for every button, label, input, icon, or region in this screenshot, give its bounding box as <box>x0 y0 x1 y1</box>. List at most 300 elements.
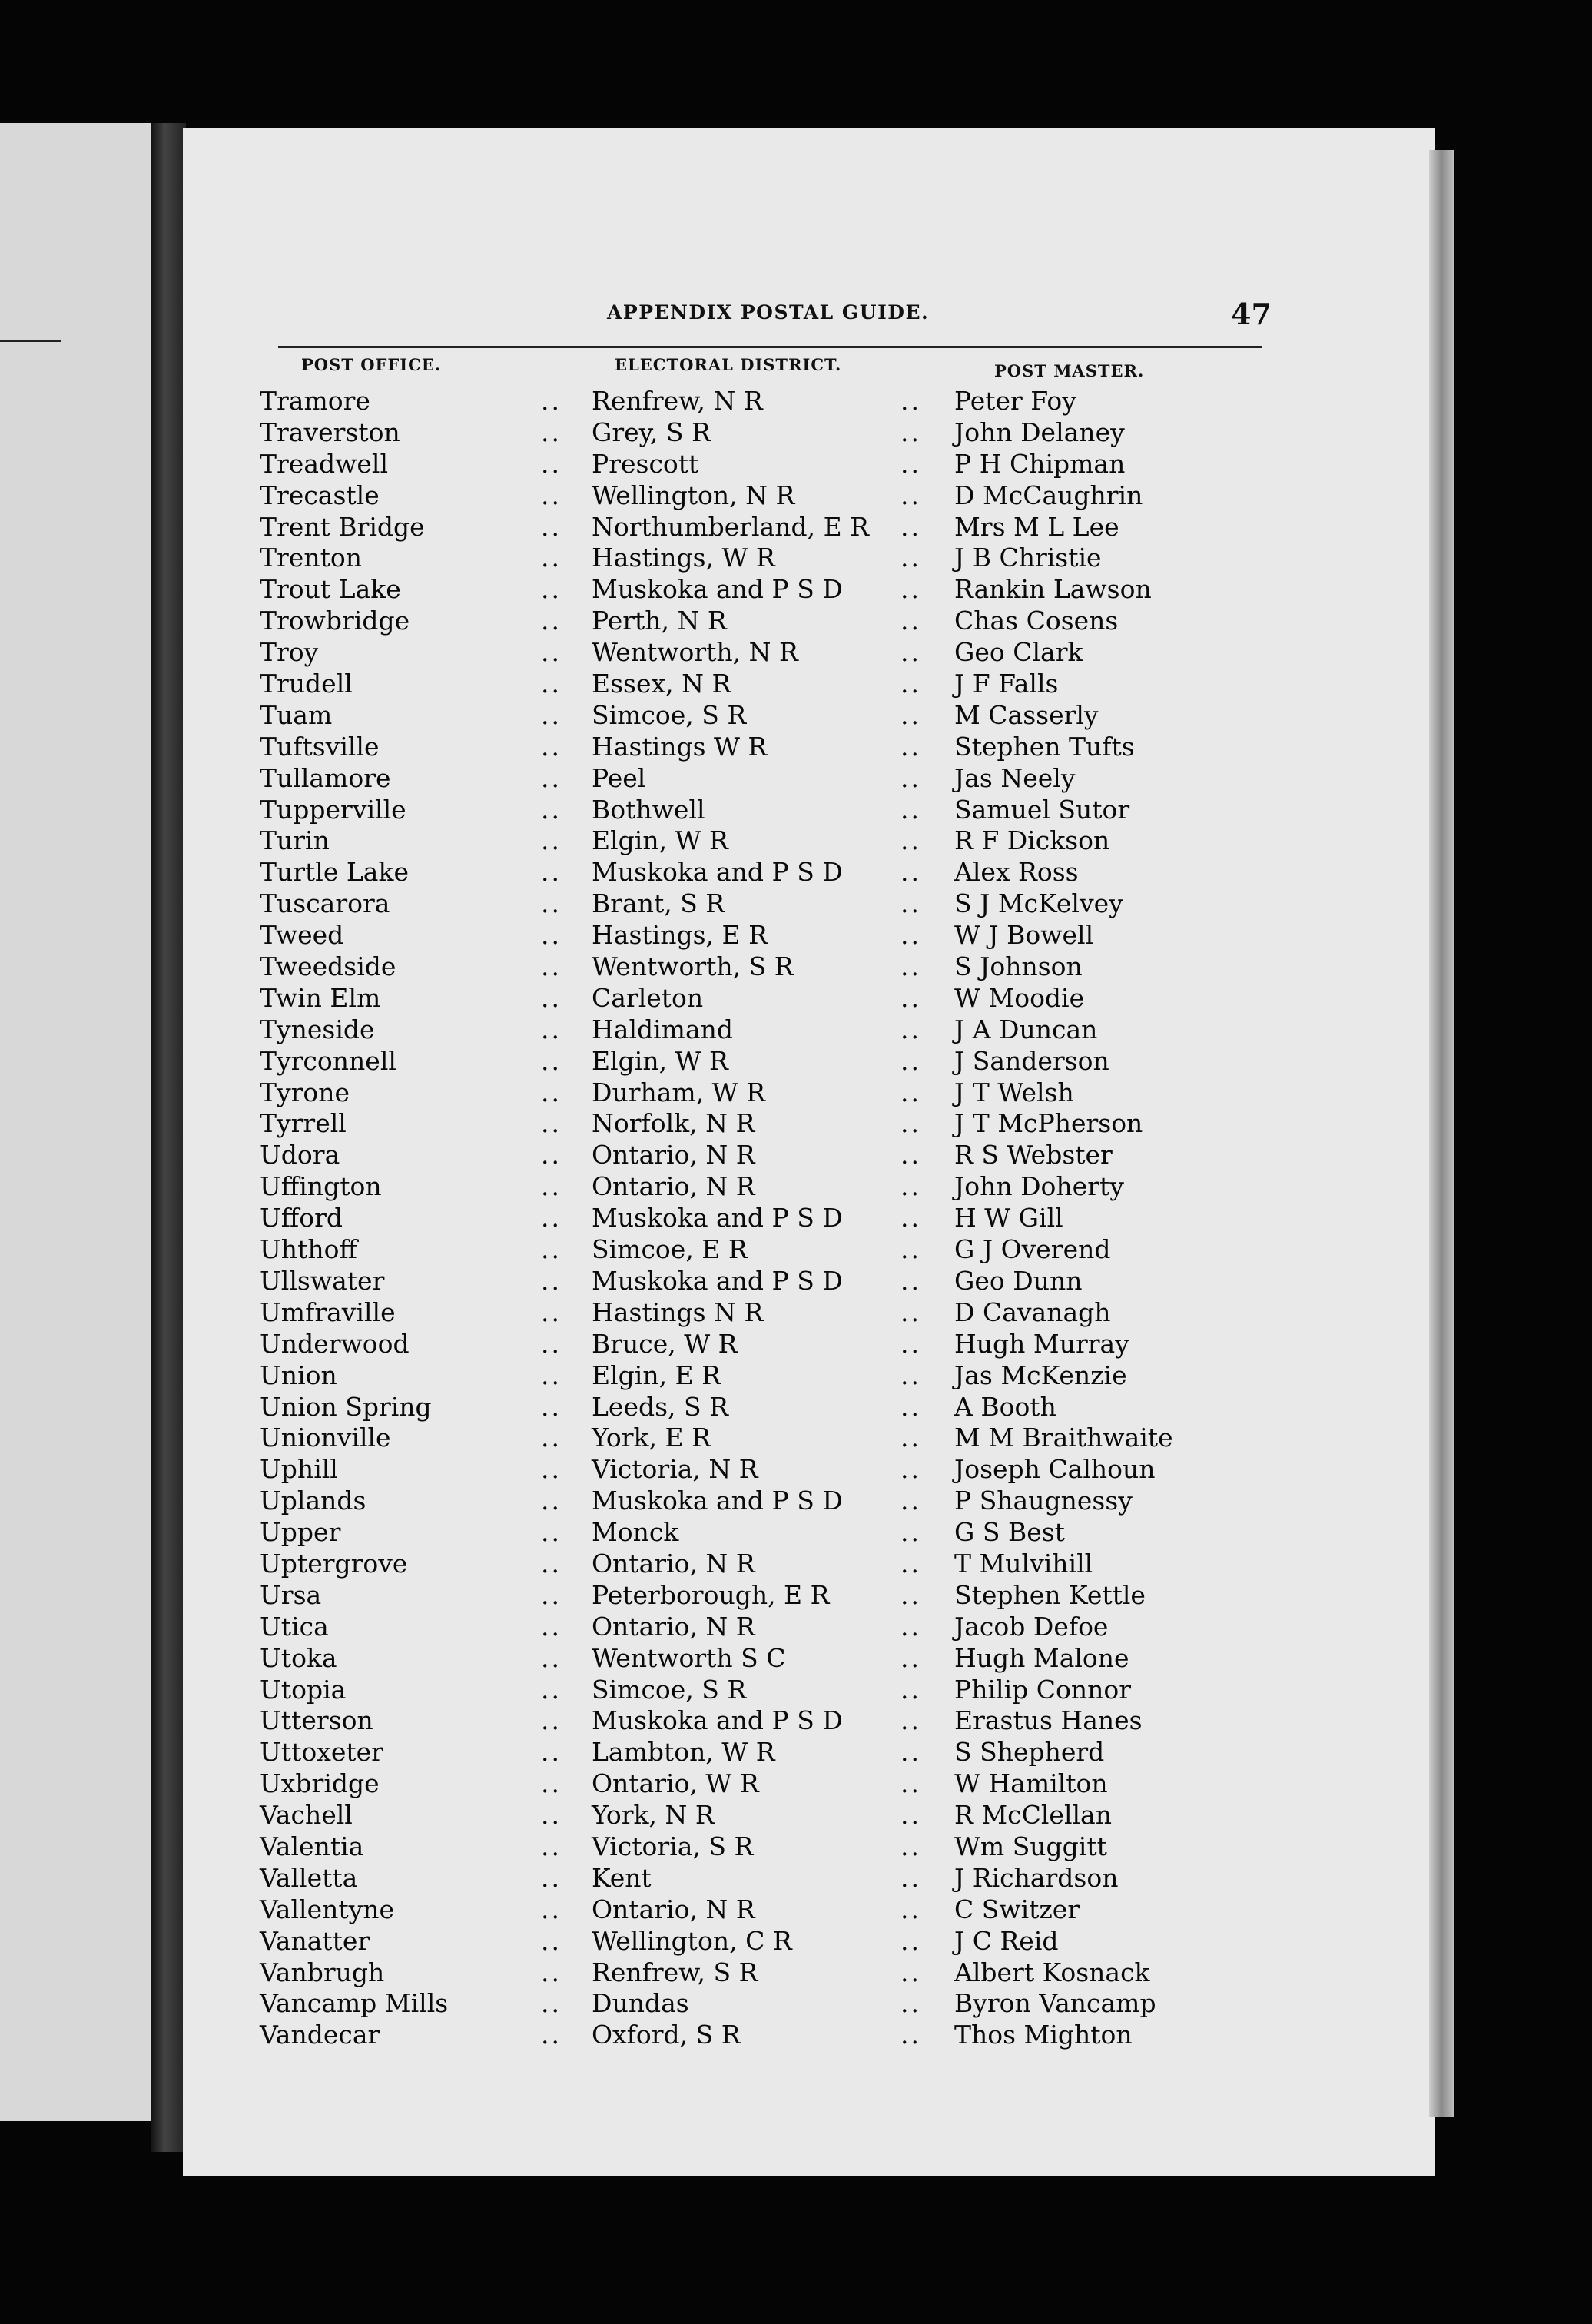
post-master-name: H W Gill <box>954 1203 1063 1233</box>
leader-dots: .. <box>900 794 921 825</box>
electoral-district: Wentworth, S R <box>592 951 794 982</box>
leader-dots: .. <box>900 1862 921 1893</box>
post-office-name: Ursa <box>260 1579 322 1610</box>
leader-dots: .. <box>541 825 562 856</box>
post-office-name: Tuam <box>260 699 333 730</box>
leader-dots: .. <box>900 1045 921 1076</box>
leader-dots: .. <box>541 1077 562 1107</box>
leader-dots: .. <box>900 982 921 1013</box>
post-master-name: R F Dickson <box>954 825 1110 856</box>
list-item <box>0 983 1592 1014</box>
post-master-name: S J McKelvey <box>954 888 1123 919</box>
post-master-name: R S Webster <box>954 1140 1113 1170</box>
post-master-name: Philip Connor <box>954 1674 1132 1705</box>
electoral-district: Bothwell <box>592 794 705 825</box>
leader-dots: .. <box>541 1391 562 1422</box>
post-office-name: Uptergrove <box>260 1548 408 1579</box>
post-master-name: R McClellan <box>954 1800 1112 1831</box>
leader-dots: .. <box>541 1360 562 1390</box>
electoral-district: Wentworth, N R <box>592 637 798 668</box>
electoral-district: Muskoka and P S D <box>592 1203 843 1233</box>
post-master-name: C Switzer <box>954 1894 1080 1924</box>
post-office-list <box>0 386 1592 2051</box>
electoral-district: Prescott <box>592 448 699 479</box>
electoral-district: Ontario, N R <box>592 1140 755 1170</box>
list-item <box>0 480 1592 512</box>
electoral-district: Elgin, W R <box>592 825 728 856</box>
post-office-name: Vancamp Mills <box>260 1988 449 2019</box>
leader-dots: .. <box>900 1203 921 1233</box>
post-master-name: John Doherty <box>954 1171 1124 1202</box>
leader-dots: .. <box>900 1140 921 1170</box>
electoral-district: Hastings, W R <box>592 543 775 573</box>
page-number: 47 <box>1231 297 1272 331</box>
post-master-name: Joseph Calhoun <box>954 1454 1156 1485</box>
post-master-name: Albert Kosnack <box>954 1957 1150 1987</box>
post-office-name: Utica <box>260 1611 329 1642</box>
electoral-district: Muskoka and P S D <box>592 857 843 888</box>
post-master-name: S Johnson <box>954 951 1083 982</box>
electoral-district: Muskoka and P S D <box>592 1265 843 1296</box>
post-office-name: Tyrone <box>260 1077 350 1107</box>
list-item <box>0 417 1592 449</box>
leader-dots: .. <box>541 1831 562 1861</box>
post-master-name: Samuel Sutor <box>954 794 1130 825</box>
facing-page-rule <box>0 340 61 342</box>
leader-dots: .. <box>541 511 562 542</box>
post-office-name: Unionville <box>260 1423 391 1453</box>
list-item <box>0 1108 1592 1140</box>
list-item <box>0 1957 1592 1989</box>
list-item <box>0 1392 1592 1423</box>
list-item <box>0 763 1592 795</box>
leader-dots: .. <box>900 762 921 793</box>
electoral-district: Ontario, W R <box>592 1768 759 1799</box>
electoral-district: Wellington, C R <box>592 1925 792 1956</box>
post-office-name: Union Spring <box>260 1391 432 1422</box>
post-office-name: Ufford <box>260 1203 343 1233</box>
leader-dots: .. <box>541 1737 562 1768</box>
post-master-name: D McCaughrin <box>954 480 1143 510</box>
post-master-name: J B Christie <box>954 543 1102 573</box>
leader-dots: .. <box>900 1391 921 1422</box>
list-item <box>0 1926 1592 1957</box>
electoral-district: Muskoka and P S D <box>592 574 843 605</box>
column-header-post-office: POST OFFICE. <box>301 355 442 374</box>
post-master-name: D Cavanagh <box>954 1296 1111 1327</box>
list-item <box>0 1643 1592 1675</box>
post-office-name: Uhthoff <box>260 1234 357 1265</box>
post-master-name: W J Bowell <box>954 920 1094 951</box>
list-item <box>0 1705 1592 1737</box>
leader-dots: .. <box>541 2020 562 2050</box>
electoral-district: Brant, S R <box>592 888 725 919</box>
leader-dots: .. <box>541 1988 562 2019</box>
list-item <box>0 1517 1592 1549</box>
list-item <box>0 1800 1592 1831</box>
leader-dots: .. <box>900 1265 921 1296</box>
list-item <box>0 1203 1592 1234</box>
post-master-name: M Casserly <box>954 699 1099 730</box>
leader-dots: .. <box>900 1674 921 1705</box>
leader-dots: .. <box>541 982 562 1013</box>
post-master-name: Byron Vancamp <box>954 1988 1156 2019</box>
post-office-name: Trout Lake <box>260 574 401 605</box>
list-item <box>0 1297 1592 1329</box>
post-master-name: Thos Mighton <box>954 2020 1133 2050</box>
leader-dots: .. <box>541 1014 562 1044</box>
post-office-name: Valletta <box>260 1862 358 1893</box>
post-office-name: Turin <box>260 825 330 856</box>
post-office-name: Trecastle <box>260 480 380 510</box>
post-master-name: Erastus Hanes <box>954 1705 1143 1736</box>
list-item <box>0 951 1592 983</box>
list-item <box>0 1863 1592 1894</box>
leader-dots: .. <box>900 386 921 416</box>
post-office-name: Vachell <box>260 1800 353 1831</box>
post-office-name: Tyrrell <box>260 1108 347 1139</box>
post-office-name: Tyrconnell <box>260 1045 396 1076</box>
leader-dots: .. <box>900 951 921 982</box>
post-master-name: T Mulvihill <box>954 1548 1093 1579</box>
post-master-name: Hugh Malone <box>954 1642 1129 1673</box>
post-office-name: Underwood <box>260 1328 410 1359</box>
leader-dots: .. <box>900 1171 921 1202</box>
leader-dots: .. <box>900 417 921 447</box>
leader-dots: .. <box>541 1768 562 1799</box>
post-office-name: Vandecar <box>260 2020 380 2050</box>
list-item <box>0 1140 1592 1171</box>
post-master-name: A Booth <box>954 1391 1056 1422</box>
header-rule <box>278 346 1262 348</box>
leader-dots: .. <box>900 1296 921 1327</box>
electoral-district: Simcoe, S R <box>592 699 747 730</box>
electoral-district: Ontario, N R <box>592 1171 755 1202</box>
list-item <box>0 449 1592 480</box>
leader-dots: .. <box>541 794 562 825</box>
leader-dots: .. <box>541 1108 562 1139</box>
leader-dots: .. <box>900 1642 921 1673</box>
post-office-name: Tweed <box>260 920 344 951</box>
leader-dots: .. <box>900 1705 921 1736</box>
electoral-district: Muskoka and P S D <box>592 1705 843 1736</box>
electoral-district: Victoria, N R <box>592 1454 758 1485</box>
electoral-district: Elgin, W R <box>592 1045 728 1076</box>
leader-dots: .. <box>900 2020 921 2050</box>
post-office-name: Utterson <box>260 1705 373 1736</box>
leader-dots: .. <box>900 1768 921 1799</box>
leader-dots: .. <box>900 1108 921 1139</box>
leader-dots: .. <box>541 762 562 793</box>
list-item <box>0 512 1592 543</box>
list-item <box>0 1234 1592 1266</box>
leader-dots: .. <box>541 1894 562 1924</box>
column-header-electoral-district: ELECTORAL DISTRICT. <box>615 355 842 374</box>
leader-dots: .. <box>900 1454 921 1485</box>
post-master-name: W Moodie <box>954 982 1085 1013</box>
post-master-name: J F Falls <box>954 669 1059 699</box>
leader-dots: .. <box>900 1360 921 1390</box>
leader-dots: .. <box>900 448 921 479</box>
leader-dots: .. <box>541 1454 562 1485</box>
leader-dots: .. <box>541 1171 562 1202</box>
post-master-name: Mrs M L Lee <box>954 511 1119 542</box>
electoral-district: Elgin, E R <box>592 1360 721 1390</box>
electoral-district: Ontario, N R <box>592 1894 755 1924</box>
list-item <box>0 732 1592 763</box>
post-office-name: Troy <box>260 637 319 668</box>
list-item <box>0 1486 1592 1517</box>
leader-dots: .. <box>541 1548 562 1579</box>
leader-dots: .. <box>541 699 562 730</box>
post-master-name: Peter Foy <box>954 386 1076 416</box>
post-master-name: Chas Cosens <box>954 606 1119 636</box>
post-office-name: Umfraville <box>260 1296 396 1327</box>
leader-dots: .. <box>900 637 921 668</box>
electoral-district: Essex, N R <box>592 669 731 699</box>
post-office-name: Uplands <box>260 1486 366 1516</box>
leader-dots: .. <box>541 1517 562 1548</box>
electoral-district: Grey, S R <box>592 417 711 447</box>
post-master-name: G J Overend <box>954 1234 1111 1265</box>
list-item <box>0 825 1592 857</box>
list-item <box>0 1266 1592 1297</box>
column-header-post-master: POST MASTER. <box>994 361 1145 380</box>
post-master-name: S Shepherd <box>954 1737 1105 1768</box>
leader-dots: .. <box>900 606 921 636</box>
post-office-name: Uttoxeter <box>260 1737 383 1768</box>
electoral-district: Muskoka and P S D <box>592 1486 843 1516</box>
leader-dots: .. <box>900 1800 921 1831</box>
leader-dots: .. <box>900 543 921 573</box>
leader-dots: .. <box>541 1705 562 1736</box>
electoral-district: Norfolk, N R <box>592 1108 755 1139</box>
electoral-district: Wellington, N R <box>592 480 795 510</box>
post-master-name: Stephen Tufts <box>954 731 1135 762</box>
post-master-name: Jacob Defoe <box>954 1611 1109 1642</box>
leader-dots: .. <box>900 1014 921 1044</box>
post-office-name: Trent Bridge <box>260 511 425 542</box>
list-item <box>0 1831 1592 1863</box>
leader-dots: .. <box>900 1611 921 1642</box>
post-office-name: Vanatter <box>260 1925 370 1956</box>
electoral-district: Simcoe, E R <box>592 1234 748 1265</box>
leader-dots: .. <box>541 386 562 416</box>
list-item <box>0 1077 1592 1109</box>
leader-dots: .. <box>541 1862 562 1893</box>
list-item <box>0 1360 1592 1392</box>
electoral-district: Leeds, S R <box>592 1391 728 1422</box>
leader-dots: .. <box>541 1140 562 1170</box>
electoral-district: Hastings W R <box>592 731 768 762</box>
leader-dots: .. <box>541 1925 562 1956</box>
list-item <box>0 1580 1592 1612</box>
leader-dots: .. <box>900 1925 921 1956</box>
post-master-name: M M Braithwaite <box>954 1423 1173 1453</box>
electoral-district: Carleton <box>592 982 704 1013</box>
leader-dots: .. <box>900 1988 921 2019</box>
post-master-name: Geo Clark <box>954 637 1083 668</box>
leader-dots: .. <box>541 606 562 636</box>
post-office-name: Tyneside <box>260 1014 375 1044</box>
post-office-name: Tuftsville <box>260 731 380 762</box>
post-office-name: Tupperville <box>260 794 406 825</box>
post-master-name: Stephen Kettle <box>954 1579 1146 1610</box>
electoral-district: Hastings N R <box>592 1296 764 1327</box>
leader-dots: .. <box>541 1234 562 1265</box>
leader-dots: .. <box>541 888 562 919</box>
leader-dots: .. <box>900 1579 921 1610</box>
post-office-name: Trudell <box>260 669 353 699</box>
electoral-district: Simcoe, S R <box>592 1674 747 1705</box>
leader-dots: .. <box>900 480 921 510</box>
post-master-name: J T Welsh <box>954 1077 1074 1107</box>
leader-dots: .. <box>541 448 562 479</box>
post-office-name: Twin Elm <box>260 982 381 1013</box>
electoral-district: Haldimand <box>592 1014 734 1044</box>
leader-dots: .. <box>900 574 921 605</box>
post-office-name: Treadwell <box>260 448 388 479</box>
electoral-district: Monck <box>592 1517 679 1548</box>
list-item <box>0 888 1592 920</box>
list-item <box>0 1171 1592 1203</box>
post-master-name: J A Duncan <box>954 1014 1098 1044</box>
leader-dots: .. <box>541 574 562 605</box>
post-office-name: Uffington <box>260 1171 382 1202</box>
post-office-name: Utoka <box>260 1642 337 1673</box>
post-master-name: J Richardson <box>954 1862 1119 1893</box>
list-item <box>0 857 1592 888</box>
post-master-name: J T McPherson <box>954 1108 1143 1139</box>
post-master-name: Jas McKenzie <box>954 1360 1127 1390</box>
leader-dots: .. <box>541 1423 562 1453</box>
list-item <box>0 574 1592 606</box>
post-office-name: Udora <box>260 1140 340 1170</box>
leader-dots: .. <box>900 1957 921 1987</box>
list-item <box>0 1046 1592 1077</box>
post-office-name: Vanbrugh <box>260 1957 385 1987</box>
electoral-district: York, N R <box>592 1800 715 1831</box>
post-master-name: Alex Ross <box>954 857 1079 888</box>
leader-dots: .. <box>541 857 562 888</box>
post-master-name: Hugh Murray <box>954 1328 1129 1359</box>
list-item <box>0 700 1592 732</box>
leader-dots: .. <box>541 1296 562 1327</box>
post-office-name: Traverston <box>260 417 400 447</box>
post-master-name: J C Reid <box>954 1925 1059 1956</box>
leader-dots: .. <box>900 1077 921 1107</box>
post-office-name: Upper <box>260 1517 341 1548</box>
leader-dots: .. <box>900 669 921 699</box>
electoral-district: Wentworth S C <box>592 1642 786 1673</box>
post-master-name: G S Best <box>954 1517 1065 1548</box>
list-item <box>0 1612 1592 1643</box>
list-item <box>0 1014 1592 1046</box>
electoral-district: Oxford, S R <box>592 2020 741 2050</box>
post-master-name: Wm Suggitt <box>954 1831 1107 1861</box>
leader-dots: .. <box>900 1423 921 1453</box>
electoral-district: Peterborough, E R <box>592 1579 830 1610</box>
leader-dots: .. <box>541 1579 562 1610</box>
leader-dots: .. <box>900 857 921 888</box>
list-item <box>0 543 1592 574</box>
leader-dots: .. <box>541 1674 562 1705</box>
post-master-name: Jas Neely <box>954 762 1076 793</box>
list-item <box>0 1894 1592 1926</box>
leader-dots: .. <box>541 1265 562 1296</box>
electoral-district: Perth, N R <box>592 606 727 636</box>
list-item <box>0 1549 1592 1580</box>
list-item <box>0 669 1592 700</box>
electoral-district: Kent <box>592 1862 652 1893</box>
electoral-district: Ontario, N R <box>592 1611 755 1642</box>
list-item <box>0 920 1592 951</box>
post-office-name: Tuscarora <box>260 888 390 919</box>
list-item <box>0 1423 1592 1454</box>
post-office-name: Tramore <box>260 386 370 416</box>
leader-dots: .. <box>900 1328 921 1359</box>
leader-dots: .. <box>900 1831 921 1861</box>
list-item <box>0 1737 1592 1768</box>
list-item <box>0 1329 1592 1360</box>
post-office-name: Trowbridge <box>260 606 410 636</box>
leader-dots: .. <box>900 1894 921 1924</box>
running-header: APPENDIX POSTAL GUIDE. <box>607 301 930 324</box>
leader-dots: .. <box>900 699 921 730</box>
post-office-name: Ullswater <box>260 1265 385 1296</box>
electoral-district: Lambton, W R <box>592 1737 775 1768</box>
leader-dots: .. <box>541 1486 562 1516</box>
post-office-name: Union <box>260 1360 337 1390</box>
leader-dots: .. <box>541 1045 562 1076</box>
electoral-district: Bruce, W R <box>592 1328 738 1359</box>
post-master-name: P H Chipman <box>954 448 1126 479</box>
post-office-name: Tullamore <box>260 762 391 793</box>
leader-dots: .. <box>541 1611 562 1642</box>
post-office-name: Vallentyne <box>260 1894 395 1924</box>
leader-dots: .. <box>900 825 921 856</box>
leader-dots: .. <box>900 1517 921 1548</box>
post-master-name: P Shaugnessy <box>954 1486 1133 1516</box>
list-item <box>0 795 1592 826</box>
leader-dots: .. <box>900 511 921 542</box>
post-office-name: Utopia <box>260 1674 347 1705</box>
post-master-name: J Sanderson <box>954 1045 1109 1076</box>
post-office-name: Turtle Lake <box>260 857 409 888</box>
leader-dots: .. <box>541 543 562 573</box>
post-master-name: Geo Dunn <box>954 1265 1083 1296</box>
electoral-district: Dundas <box>592 1988 689 2019</box>
post-office-name: Trenton <box>260 543 362 573</box>
leader-dots: .. <box>900 888 921 919</box>
leader-dots: .. <box>900 731 921 762</box>
leader-dots: .. <box>541 731 562 762</box>
electoral-district: Ontario, N R <box>592 1548 755 1579</box>
electoral-district: Northumberland, E R <box>592 511 870 542</box>
leader-dots: .. <box>541 669 562 699</box>
leader-dots: .. <box>900 1486 921 1516</box>
post-master-name: Rankin Lawson <box>954 574 1152 605</box>
leader-dots: .. <box>541 637 562 668</box>
post-office-name: Tweedside <box>260 951 396 982</box>
electoral-district: Hastings, E R <box>592 920 768 951</box>
leader-dots: .. <box>541 951 562 982</box>
post-office-name: Uphill <box>260 1454 338 1485</box>
post-office-name: Uxbridge <box>260 1768 380 1799</box>
list-item <box>0 1988 1592 2020</box>
post-master-name: John Delaney <box>954 417 1125 447</box>
electoral-district: Durham, W R <box>592 1077 765 1107</box>
